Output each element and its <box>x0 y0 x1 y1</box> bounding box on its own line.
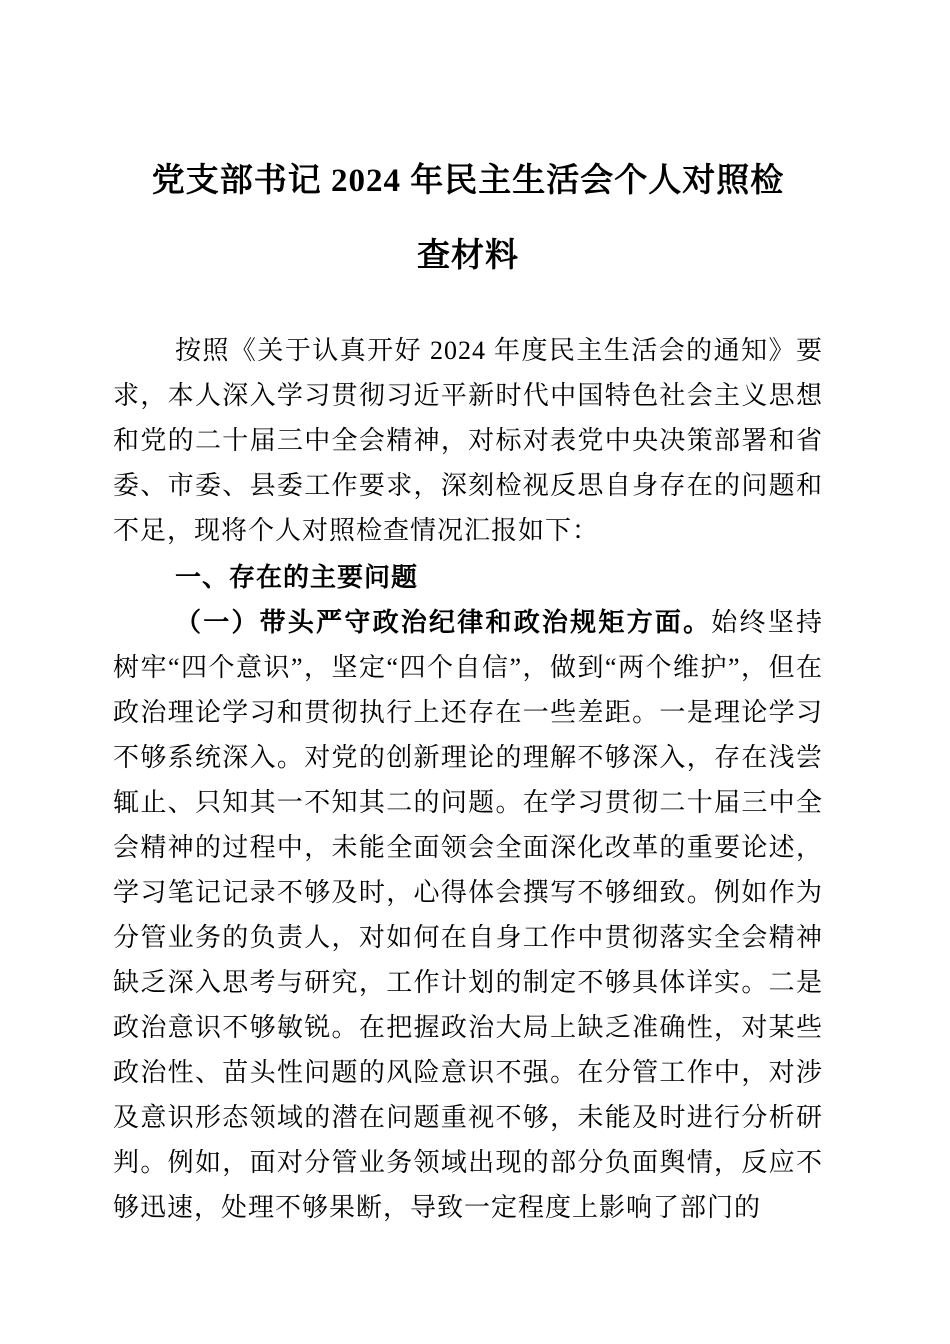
document-title <box>113 144 823 294</box>
item1-paragraph <box>113 600 823 1230</box>
section-heading-main-problems: 一、存在的主要问题 <box>175 562 419 592</box>
item1-lead-text: （一）带头严守政治纪律和政治规矩方面。 <box>175 608 712 637</box>
intro-paragraph: 按照《关于认真开好 2024 年度民主生活会的通知》要求，本人深入学习贯彻习近平新时代中国特色社会主义思想和党的二十届三中全会精神，对标对表党中央决策部署和省委、市委、县委工作要求，深刻检视反思自身存在的问题和不足，现将个人对照检查情况汇报如下： <box>113 336 823 545</box>
document-title-line-1: 党支部书记 2024 年民主生活会个人对照检 <box>151 163 785 199</box>
document-title-line-2: 查材料 <box>417 238 519 274</box>
item1-body-text: 始终坚持树牢“四个意识”，坚定“四个自信”，做到“两个维护”，但在政治理论学习和贯彻执行上还存在一些差距。一是理论学习不够系统深入。对党的创新理论的理解不够深入，存在浅尝辄止、只知其一不知其二的问题。在学习贯彻二十届三中全会精神的过程中，未能全面领会全面深化改革的重要论述，学习笔记记录不够及时，心得体会撰写不够细致。例如作为分管业务的负责人，对如何在自身工作中贯彻落实全会精神缺乏深入思考与研究，工作计划的制定不够具体详实。二是政治意识不够敏锐。在把握政治大局上缺乏准确性，对某些政治性、苗头性问题的风险意识不强。在分管工作中，对涉及意识形态领域的潜在问题重视不够，未能及时进行分析研判。例如，面对分管业务领域出现的部分负面舆情，反应不够迅速，处理不够果断，导致一定程度上影响了部门的 <box>113 608 823 1222</box>
